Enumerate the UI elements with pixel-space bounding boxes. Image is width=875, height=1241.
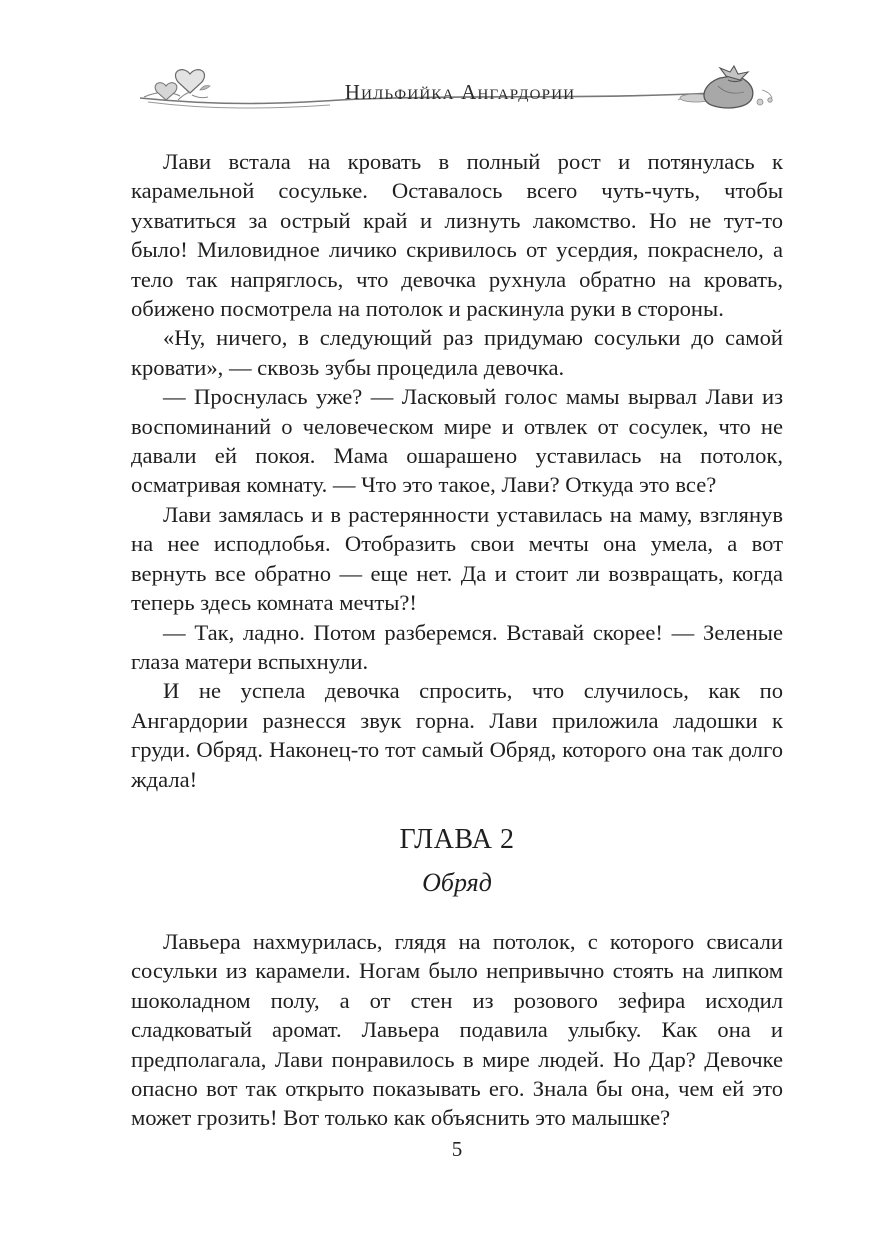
chapter-title: ГЛАВА 2 bbox=[399, 824, 515, 855]
paragraph: «Ну, ничего, в следующий раз придумаю сосульки до самой кровати», — сквозь зубы процедила девочка. bbox=[131, 325, 783, 380]
paragraph: И не успела девочка спросить, что случилось, как по Ангардории разнесся звук горна. Лави приложила ладошки к груди. Обряд. Наконец-то тот самый Обряд, которого она так долго ждала! bbox=[131, 678, 783, 792]
paragraph: — Так, ладно. Потом разберемся. Вставай скорее! — Зеленые глаза матери вспыхнули. bbox=[131, 619, 783, 674]
running-title: Нильфийка Ангардории bbox=[344, 80, 576, 104]
running-header bbox=[130, 60, 780, 115]
hearts-vine-icon bbox=[144, 70, 210, 100]
section-2-text bbox=[131, 927, 783, 1133]
paragraph: Лави встала на кровать в полный рост и потянулась к карамельной сосульке. Оставалось всего чуть-чуть, чтобы ухватиться за острый край и лизнуть лакомство. Но не тут-то было! Миловидное личико скривилось от усердия, покраснело, а тело так напряглось, что девочка рухнула обратно на кровать, обижено посмотрела на потолок и раскинула руки в стороны. bbox=[131, 149, 783, 322]
paragraph: — Проснулась уже? — Ласковый голос мамы вырвал Лави из воспоминаний о человеческом мире и отвлек от сосулек, что не давали ей покоя. Мама ошарашено уставилась на потолок, осматривая комнату. — Что это такое, Лави? Откуда это все? bbox=[131, 384, 783, 498]
page-number: 5 bbox=[451, 1137, 463, 1161]
paragraph: Лавьера нахмурилась, глядя на потолок, с которого свисали сосульки из карамели. Ногам было непривычно стоять на липком шоколадном полу, а от стен из розового зефира исходил сладковатый аромат. Лавьера подавила улыбку. Как она и предполагала, Лави понравилось в мире людей. Но Дар? Девочке опасно вот так открыто показывать его. Знала бы она, чем ей это может грозить! Вот только как объяснить это малышке? bbox=[131, 929, 783, 1131]
chapter-subtitle: Обряд bbox=[422, 868, 492, 897]
section-1-text bbox=[131, 147, 783, 794]
paragraph: Лави замялась и в растерянности уставилась на маму, взглянув на нее исподлобья. Отобразить свои мечты она умела, а вот вернуть все обратно — еще нет. Да и стоит ли возвращать, когда теперь здесь комната мечты?! bbox=[131, 501, 783, 616]
candy-bag-icon bbox=[678, 66, 772, 108]
